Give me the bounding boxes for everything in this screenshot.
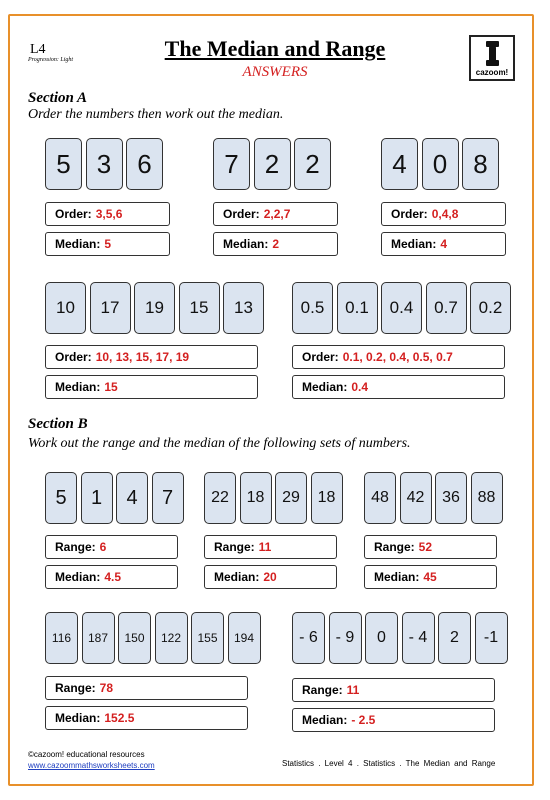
median-answer (45, 706, 248, 730)
cazoom-logo (469, 35, 515, 81)
median-answer-value: 45 (423, 570, 437, 584)
number-card: 6 (126, 138, 163, 190)
number-card: 48 (364, 472, 396, 524)
page-border (8, 14, 534, 786)
number-card: 17 (90, 282, 131, 334)
median-answer-value: 4.5 (104, 570, 122, 584)
number-card: 15 (179, 282, 220, 334)
order-answer-value: 3,5,6 (95, 207, 123, 221)
median-answer-label: Median: (302, 713, 348, 727)
range-answer-value: 78 (99, 681, 114, 695)
median-answer-label: Median: (55, 237, 101, 251)
number-card: 2 (294, 138, 331, 190)
order-answer-label: Order: (391, 207, 428, 221)
median-answer-label: Median: (302, 380, 348, 394)
median-answer-label: Median: (374, 570, 420, 584)
order-answer-value: 0,4,8 (431, 207, 459, 221)
number-card: 0.2 (470, 282, 511, 334)
median-answer-value: 5 (104, 237, 112, 251)
number-card: 7 (213, 138, 250, 190)
number-card: 42 (400, 472, 432, 524)
range-answer-label: Range: (214, 540, 255, 554)
range-answer-label: Range: (302, 683, 343, 697)
logo-text: cazoom! (475, 68, 509, 77)
range-answer-value: 11 (258, 540, 272, 554)
level-label: L4 (30, 42, 46, 57)
number-card: 8 (462, 138, 499, 190)
number-card: 10 (45, 282, 86, 334)
page-title-text: The Median and Range (164, 36, 386, 61)
footer-website-link[interactable]: www.cazoommathsworksheets.com (28, 761, 155, 770)
order-answer-value: 2,2,7 (263, 207, 291, 221)
footer-copyright: ©cazoom! educational resources (28, 750, 145, 759)
number-card: 155 (191, 612, 224, 664)
median-answer (292, 708, 495, 732)
median-answer-value: 2 (272, 237, 280, 251)
range-answer-value: 11 (346, 683, 360, 697)
number-card: 1 (81, 472, 113, 524)
order-answer-label: Order: (223, 207, 260, 221)
number-card: 0.5 (292, 282, 333, 334)
number-card: 187 (82, 612, 115, 664)
median-answer-label: Median: (55, 711, 101, 725)
median-answer-value: - 2.5 (351, 713, 376, 727)
number-card: 0.4 (381, 282, 422, 334)
median-answer (213, 232, 338, 256)
order-answer (292, 345, 505, 369)
range-answer-label: Range: (55, 540, 96, 554)
progression-label: Progression: Light (28, 57, 74, 63)
median-answer-label: Median: (55, 380, 101, 394)
median-answer-label: Median: (223, 237, 269, 251)
median-answer-value: 20 (263, 570, 277, 584)
range-answer (45, 676, 248, 700)
number-card: 0 (422, 138, 459, 190)
order-answer (381, 202, 506, 226)
number-card: - 4 (402, 612, 435, 664)
number-card: 18 (311, 472, 343, 524)
number-card: 2 (254, 138, 291, 190)
median-answer (381, 232, 506, 256)
number-card: 0.7 (426, 282, 467, 334)
range-answer (364, 535, 497, 559)
order-answer-value: 10, 13, 15, 17, 19 (95, 350, 190, 364)
number-card: 116 (45, 612, 78, 664)
section-a-instruction: Order the numbers then work out the median. (28, 107, 284, 122)
section-b-heading: Section B (28, 416, 88, 432)
number-card: 19 (134, 282, 175, 334)
number-card: 194 (228, 612, 261, 664)
median-answer (45, 375, 258, 399)
order-answer (213, 202, 338, 226)
number-card: 4 (381, 138, 418, 190)
number-card: 7 (152, 472, 184, 524)
footer-breadcrumbs: Statistics . Level 4 . Statistics . The Median and Range (282, 759, 496, 768)
number-card: 3 (86, 138, 123, 190)
number-card: 29 (275, 472, 307, 524)
median-answer (204, 565, 337, 589)
median-answer (364, 565, 497, 589)
order-answer-label: Order: (55, 350, 92, 364)
range-answer (292, 678, 495, 702)
number-card: 2 (438, 612, 471, 664)
order-answer-label: Order: (302, 350, 339, 364)
order-answer (45, 345, 258, 369)
section-b-instruction: Work out the range and the median of the following sets of numbers. (28, 436, 411, 451)
logo-mark-icon (486, 41, 499, 67)
number-card: 122 (155, 612, 188, 664)
number-card: 4 (116, 472, 148, 524)
answers-subtitle: ANSWERS (242, 64, 308, 80)
range-answer-label: Range: (55, 681, 96, 695)
page-title (0, 36, 550, 62)
median-answer-value: 152.5 (104, 711, 135, 725)
number-card: 36 (435, 472, 467, 524)
median-answer (45, 232, 170, 256)
number-card: 88 (471, 472, 503, 524)
median-answer-value: 0.4 (351, 380, 369, 394)
range-answer-value: 6 (99, 540, 107, 554)
order-answer (45, 202, 170, 226)
number-card: 5 (45, 138, 82, 190)
number-card: 22 (204, 472, 236, 524)
number-card: - 9 (329, 612, 362, 664)
median-answer-label: Median: (214, 570, 260, 584)
median-answer-label: Median: (391, 237, 437, 251)
number-card: 0 (365, 612, 398, 664)
median-answer-value: 15 (104, 380, 118, 394)
section-a-heading: Section A (28, 90, 88, 106)
median-answer (292, 375, 505, 399)
range-answer (204, 535, 337, 559)
number-card: 18 (240, 472, 272, 524)
range-answer (45, 535, 178, 559)
median-answer-label: Median: (55, 570, 101, 584)
range-answer-label: Range: (374, 540, 415, 554)
number-card: 150 (118, 612, 151, 664)
range-answer-value: 52 (418, 540, 433, 554)
median-answer-value: 4 (440, 237, 448, 251)
number-card: 13 (223, 282, 264, 334)
order-answer-label: Order: (55, 207, 92, 221)
median-answer (45, 565, 178, 589)
number-card: - 6 (292, 612, 325, 664)
number-card: -1 (475, 612, 508, 664)
number-card: 0.1 (337, 282, 378, 334)
number-card: 5 (45, 472, 77, 524)
order-answer-value: 0.1, 0.2, 0.4, 0.5, 0.7 (342, 350, 453, 364)
